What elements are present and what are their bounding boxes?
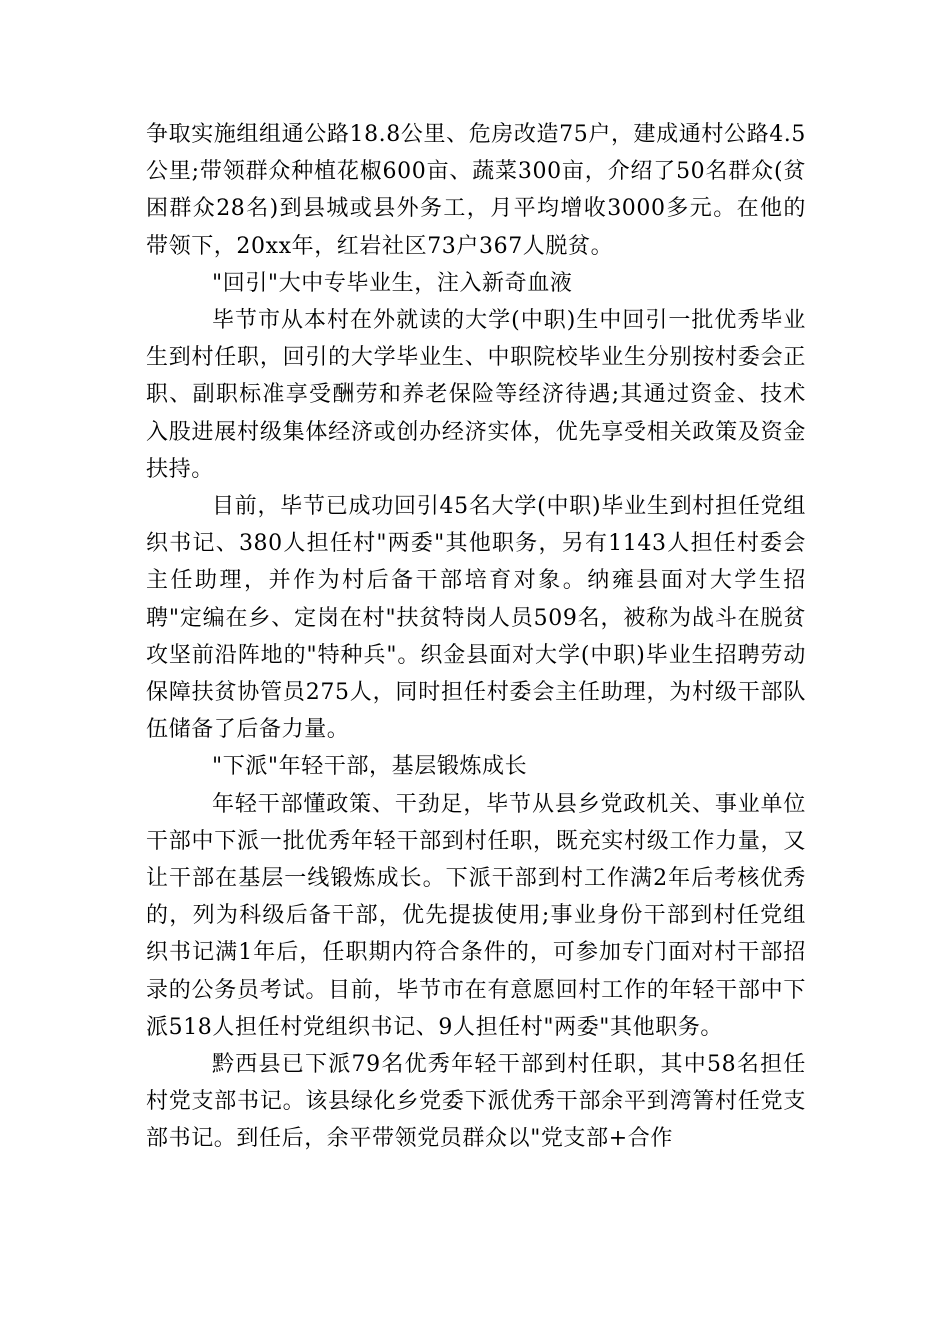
paragraph-qianxi-example: 黔西县已下派79名优秀年轻干部到村任职，其中58名担任村党支部书记。该县绿化乡党委下派优秀干部余平到湾箐村任党支部书记。到任后，余平带领党员群众以"党支部+合作 [146, 1052, 806, 1152]
document-body [146, 116, 806, 1158]
paragraph-xiapai-policy: 年轻干部懂政策、干劲足，毕节从县乡党政机关、事业单位干部中下派一批优秀年轻干部到村任职，既充实村级工作力量，又让干部在基层一线锻炼成长。下派干部到村工作满2年后考核优秀的，列为科级后备干部，优先提拔使用;事业身份干部到村任党组织书记满1年后，任职期内符合条件的，可参加专门面对村干部招录的公务员考试。目前，毕节市在有意愿回村工作的年轻干部中下派518人担任村党组织书记、9人担任村"两委"其他职务。 [146, 791, 806, 1040]
section-heading-huiyin: "回引"大中专毕业生，注入新奇血液 [212, 270, 573, 296]
paragraph-huiyin-results: 目前，毕节已成功回引45名大学(中职)毕业生到村担任党组织书记、380人担任村"两委"其他职务，另有1143人担任村委会主任助理，并作为村后备干部培育对象。纳雍县面对大学生招聘"定编在乡、定岗在村"扶贫特岗人员509名，被称为战斗在脱贫攻坚前沿阵地的"特种兵"。织金县面对大学(中职)毕业生招聘劳动保障扶贫协管员275人，同时担任村委会主任助理，为村级干部队伍储备了后备力量。 [146, 494, 806, 743]
paragraph-continuation: 争取实施组组通公路18.8公里、危房改造75户，建成通村公路4.5公里;带领群众种植花椒600亩、蔬菜300亩，介绍了50名群众(贫困群众28名)到县城或县外务工，月平均增收3000多元。在他的带领下，20xx年，红岩社区73户367人脱贫。 [146, 122, 806, 259]
paragraph-huiyin-policy: 毕节市从本村在外就读的大学(中职)生中回引一批优秀毕业生到村任职，回引的大学毕业生、中职院校毕业生分别按村委会正职、副职标准享受酬劳和养老保险等经济待遇;其通过资金、技术入股进展村级集体经济或创办经济实体，优先享受相关政策及资金扶持。 [146, 308, 806, 482]
section-heading-xiapai: "下派"年轻干部，基层锻炼成长 [212, 754, 528, 780]
